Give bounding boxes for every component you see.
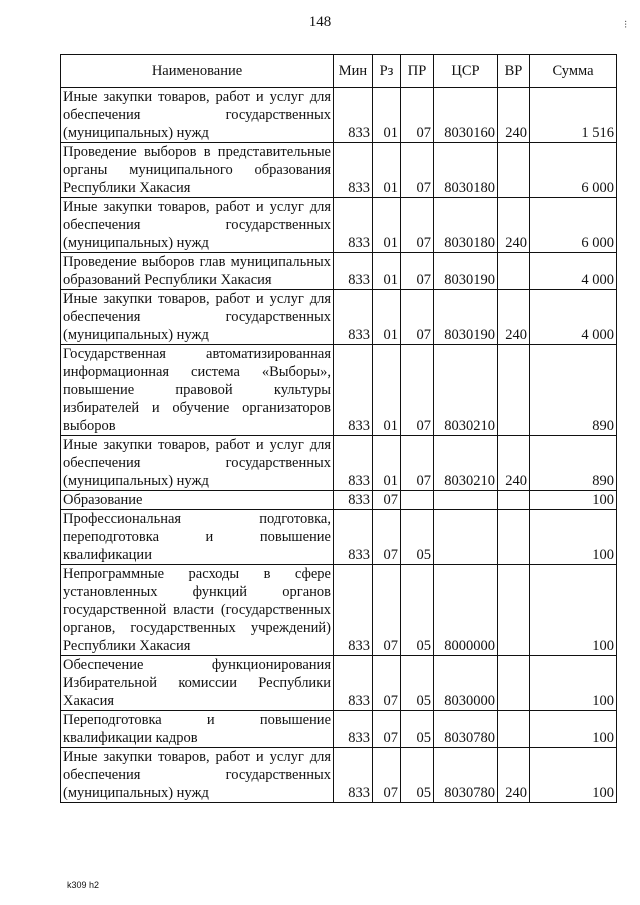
cell-rz: 01 [373, 253, 401, 290]
cell-min: 833 [334, 491, 373, 510]
cell-min: 833 [334, 345, 373, 436]
cell-pr: 07 [401, 253, 434, 290]
cell-pr [401, 491, 434, 510]
cell-name: Иные закупки товаров, работ и услуг для обеспечения государственных (муниципальных) нужд [61, 88, 334, 143]
cell-csr: 8030210 [434, 345, 498, 436]
cell-pr: 07 [401, 290, 434, 345]
cell-min: 833 [334, 290, 373, 345]
cell-name: Иные закупки товаров, работ и услуг для обеспечения государственных (муниципальных) нужд [61, 290, 334, 345]
cell-rz: 01 [373, 143, 401, 198]
budget-table [60, 54, 617, 803]
cell-min: 833 [334, 510, 373, 565]
cell-sum: 100 [530, 711, 617, 748]
cell-min: 833 [334, 656, 373, 711]
table-body [61, 88, 617, 803]
cell-rz: 01 [373, 345, 401, 436]
cell-csr: 8030160 [434, 88, 498, 143]
cell-vr [498, 711, 530, 748]
cell-name: Иные закупки товаров, работ и услуг для обеспечения государственных (муниципальных) нужд [61, 198, 334, 253]
table-row [61, 88, 617, 143]
table-row [61, 253, 617, 290]
cell-vr [498, 491, 530, 510]
cell-rz: 01 [373, 436, 401, 491]
cell-sum: 6 000 [530, 143, 617, 198]
cell-csr: 8030780 [434, 711, 498, 748]
cell-vr [498, 143, 530, 198]
cell-sum: 1 516 [530, 88, 617, 143]
cell-sum: 100 [530, 656, 617, 711]
table-row [61, 565, 617, 656]
cell-csr: 8030190 [434, 290, 498, 345]
cell-name: Образование [61, 491, 334, 510]
cell-csr: 8030190 [434, 253, 498, 290]
cell-sum: 4 000 [530, 290, 617, 345]
table-row [61, 198, 617, 253]
column-header-name: Наименование [61, 55, 334, 88]
cell-name: Проведение выборов глав муниципальных образований Республики Хакасия [61, 253, 334, 290]
table-row [61, 436, 617, 491]
cell-csr: 8000000 [434, 565, 498, 656]
cell-min: 833 [334, 436, 373, 491]
cell-pr: 05 [401, 510, 434, 565]
cell-sum: 100 [530, 491, 617, 510]
cell-name: Государственная автоматизированная информационная система «Выборы», повышение правовой культуры избирателей и обучение организаторов выборов [61, 345, 334, 436]
cell-pr: 05 [401, 748, 434, 803]
cell-vr [498, 510, 530, 565]
table-row [61, 748, 617, 803]
cell-rz: 07 [373, 711, 401, 748]
cell-sum: 4 000 [530, 253, 617, 290]
cell-name: Иные закупки товаров, работ и услуг для обеспечения государственных (муниципальных) нужд [61, 436, 334, 491]
cell-min: 833 [334, 565, 373, 656]
cell-pr: 05 [401, 656, 434, 711]
cell-csr: 8030000 [434, 656, 498, 711]
cell-rz: 01 [373, 198, 401, 253]
cell-vr: 240 [498, 88, 530, 143]
cell-min: 833 [334, 711, 373, 748]
column-header-min: Мин [334, 55, 373, 88]
cell-rz: 01 [373, 290, 401, 345]
cell-min: 833 [334, 143, 373, 198]
cell-name: Проведение выборов в представительные органы муниципального образования Республики Хакасия [61, 143, 334, 198]
table-row [61, 711, 617, 748]
cell-sum: 100 [530, 510, 617, 565]
table-row [61, 345, 617, 436]
column-header-pr: ПР [401, 55, 434, 88]
cell-min: 833 [334, 88, 373, 143]
cell-name: Иные закупки товаров, работ и услуг для обеспечения государственных (муниципальных) нужд [61, 748, 334, 803]
cell-csr [434, 491, 498, 510]
cell-pr: 07 [401, 198, 434, 253]
cell-name: Переподготовка и повышение квалификации кадров [61, 711, 334, 748]
cell-min: 833 [334, 253, 373, 290]
cell-vr [498, 345, 530, 436]
cell-pr: 05 [401, 711, 434, 748]
table-row [61, 656, 617, 711]
cell-rz: 01 [373, 88, 401, 143]
cell-vr: 240 [498, 198, 530, 253]
side-margin-mark: ... [622, 20, 634, 29]
page-number: 148 [308, 14, 332, 30]
cell-pr: 07 [401, 88, 434, 143]
cell-pr: 07 [401, 345, 434, 436]
cell-rz: 07 [373, 510, 401, 565]
table-row [61, 290, 617, 345]
cell-name: Обеспечение функционирования Избирательной комиссии Республики Хакасия [61, 656, 334, 711]
cell-pr: 05 [401, 565, 434, 656]
cell-vr: 240 [498, 436, 530, 491]
cell-rz: 07 [373, 656, 401, 711]
cell-csr: 8030180 [434, 143, 498, 198]
cell-sum: 100 [530, 748, 617, 803]
table-row [61, 491, 617, 510]
cell-vr [498, 565, 530, 656]
cell-vr [498, 253, 530, 290]
cell-sum: 890 [530, 345, 617, 436]
column-header-vr: ВР [498, 55, 530, 88]
cell-csr: 8030180 [434, 198, 498, 253]
column-header-sum: Сумма [530, 55, 617, 88]
table-header-row [61, 55, 617, 88]
cell-csr: 8030780 [434, 748, 498, 803]
cell-pr: 07 [401, 143, 434, 198]
cell-name: Профессиональная подготовка, переподготовка и повышение квалификации [61, 510, 334, 565]
cell-min: 833 [334, 748, 373, 803]
cell-rz: 07 [373, 748, 401, 803]
table-row [61, 510, 617, 565]
column-header-rz: Рз [373, 55, 401, 88]
cell-min: 833 [334, 198, 373, 253]
cell-sum: 890 [530, 436, 617, 491]
cell-sum: 6 000 [530, 198, 617, 253]
cell-vr: 240 [498, 748, 530, 803]
footer-code: k309 h2 [67, 880, 100, 890]
cell-rz: 07 [373, 565, 401, 656]
cell-vr: 240 [498, 290, 530, 345]
cell-name: Непрограммные расходы в сфере установленных функций органов государственной власти (государственных органов, государственных учреждений) Республики Хакасия [61, 565, 334, 656]
cell-rz: 07 [373, 491, 401, 510]
cell-csr: 8030210 [434, 436, 498, 491]
cell-pr: 07 [401, 436, 434, 491]
column-header-csr: ЦСР [434, 55, 498, 88]
cell-vr [498, 656, 530, 711]
cell-sum: 100 [530, 565, 617, 656]
table-row [61, 143, 617, 198]
cell-csr [434, 510, 498, 565]
